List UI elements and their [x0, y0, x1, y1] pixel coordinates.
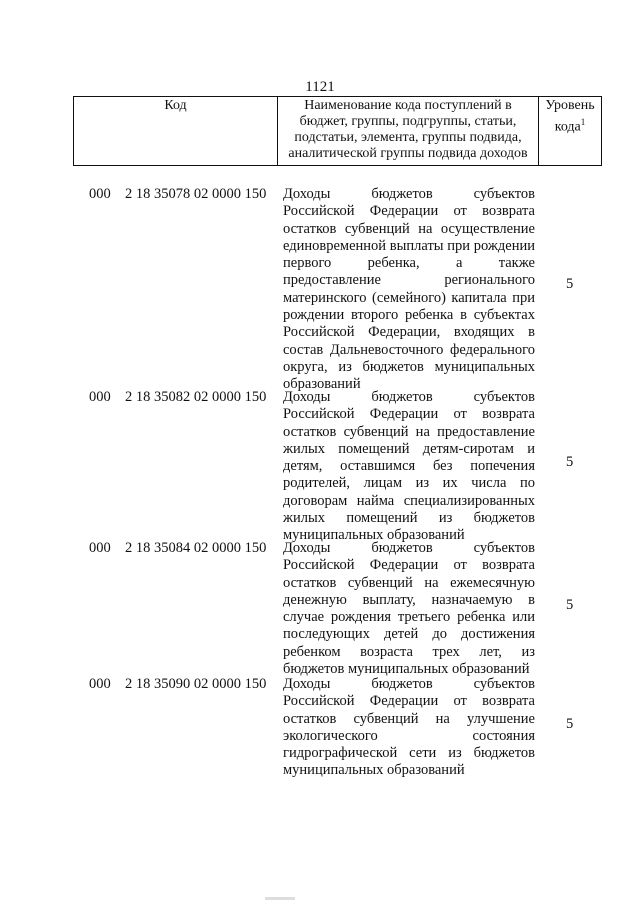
row-code: 2 18 35090 02 0000 150	[125, 676, 267, 692]
row-description: Доходы бюджетов субъектов Российской Федерации от возврата остатков субвенций на улучшение экологического состояния гидрографической сети из бюджетов муниципальных образований	[283, 676, 535, 779]
scan-artifact	[265, 897, 295, 900]
row-level: 5	[566, 276, 574, 292]
row-description: Доходы бюджетов субъектов Российской Федерации от возврата остатков субвенций на ежемесячную денежную выплату, назначаемую в случае рождения третьего ребенка или последующих детей до достижения ребенком возраста трех лет, из бюджетов муниципальных образований	[283, 540, 535, 678]
row-description: Доходы бюджетов субъектов Российской Федерации от возврата остатков субвенций на предоставление жилых помещений детям-сиротам и детям, оставшимся без попечения родителей, лицам из их числа по договорам найма специализированных жилых помещений из бюджетов муниципальных образований	[283, 389, 535, 544]
row-level: 5	[566, 454, 574, 470]
header-level	[539, 97, 602, 166]
row-prefix: 000	[89, 540, 111, 556]
table-header	[73, 96, 602, 166]
header-name: Наименование кода поступлений в бюджет, группы, подгруппы, статьи, подстатьи, элемента, группы подвида, аналитической группы подвида доходов	[278, 97, 539, 166]
row-code: 2 18 35084 02 0000 150	[125, 540, 267, 556]
header-level-line1: Уровень	[545, 98, 595, 113]
row-code: 2 18 35082 02 0000 150	[125, 389, 267, 405]
page-number: 1121	[305, 79, 335, 95]
row-description: Доходы бюджетов субъектов Российской Федерации от возврата остатков субвенций на осуществление единовременной выплаты при рождении первого ребенка, а также предоставление регионального материнского (семейного) капитала при рождении второго ребенка в субъектах Российской Федерации, входящих в состав Дальневосточного федерального округа, из бюджетов муниципальных образований	[283, 186, 535, 393]
header-level-footnote: 1	[580, 117, 586, 127]
row-prefix: 000	[89, 389, 111, 405]
row-prefix: 000	[89, 676, 111, 692]
row-level: 5	[566, 716, 574, 732]
header-code: Код	[74, 97, 278, 166]
row-prefix: 000	[89, 186, 111, 202]
header-level-line2: кода	[554, 119, 581, 135]
row-level: 5	[566, 597, 574, 613]
row-code: 2 18 35078 02 0000 150	[125, 186, 267, 202]
